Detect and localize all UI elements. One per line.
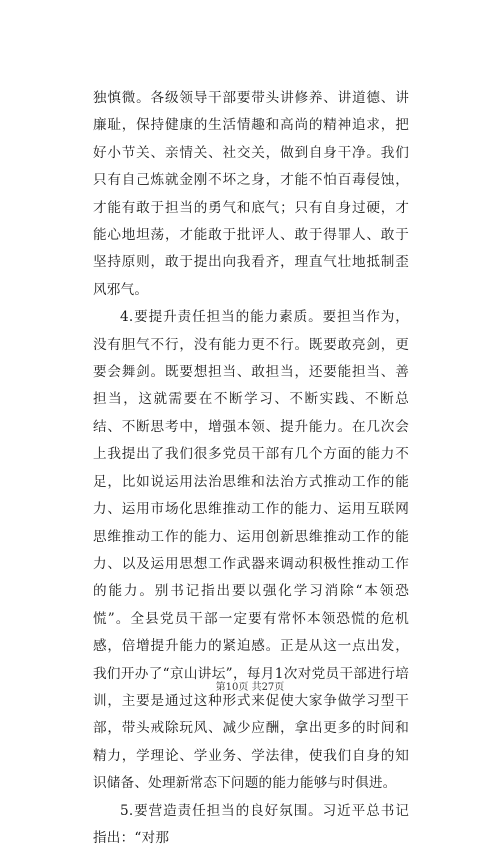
document-body (93, 85, 409, 852)
page-footer: 第10页 共27页 (215, 682, 285, 693)
paragraph-3: 5.要营造责任担当的良好氛围。习近平总书记指出：“对那 (93, 802, 409, 846)
paragraph-1: 独慎微。各级领导干部要带头讲修养、讲道德、讲廉耻，保持健康的生活情趣和高尚的精神追求，把好小节关、亲情关、社交关，做到自身干净。我们只有自己炼就金刚不坏之身，才能不怕百毒侵蚀，才能有敢于担当的勇气和底气；只有自身过硬，才能心地坦荡，才能敢于批评人、敢于得罪人、敢于坚持原则，敢于提出向我看齐，理直气壮地抵制歪风邪气。 (93, 90, 409, 298)
paragraph-2: 4.要提升责任担当的能力素质。要担当作为，没有胆气不行，没有能力更不行。既要敢亮剑，更要会舞剑。既要想担当、敢担当，还要能担当、善担当，这就需要在不断学习、不断实践、不断总结、不断思考中，增强本领、提升能力。在几次会上我提出了我们很多党员干部有几个方面的能力不足，比如说运用法治思维和法治方式推动工作的能力、运用市场化思维推动工作的能力、运用互联网思维推动工作的能力、运用创新思维推动工作的能力、以及运用思想工作武器来调动积极性推动工作的能力。别书记指出要以强化学习消除“本领恐慌”。全县党员干部一定要有常怀本领恐慌的危机感，倍增提升能力的紧迫感。正是从这一点出发，我们开办了“京山讲坛”，每月1次对党员干部进行培训，主要是通过这种形式来促使大家争做学习型干部，带头戒除玩风、减少应酬，拿出更多的时间和精力，学理论、学业务、学法律，使我们自身的知识储备、处理新常态下问题的能力能够与时俱进。 (93, 309, 409, 792)
